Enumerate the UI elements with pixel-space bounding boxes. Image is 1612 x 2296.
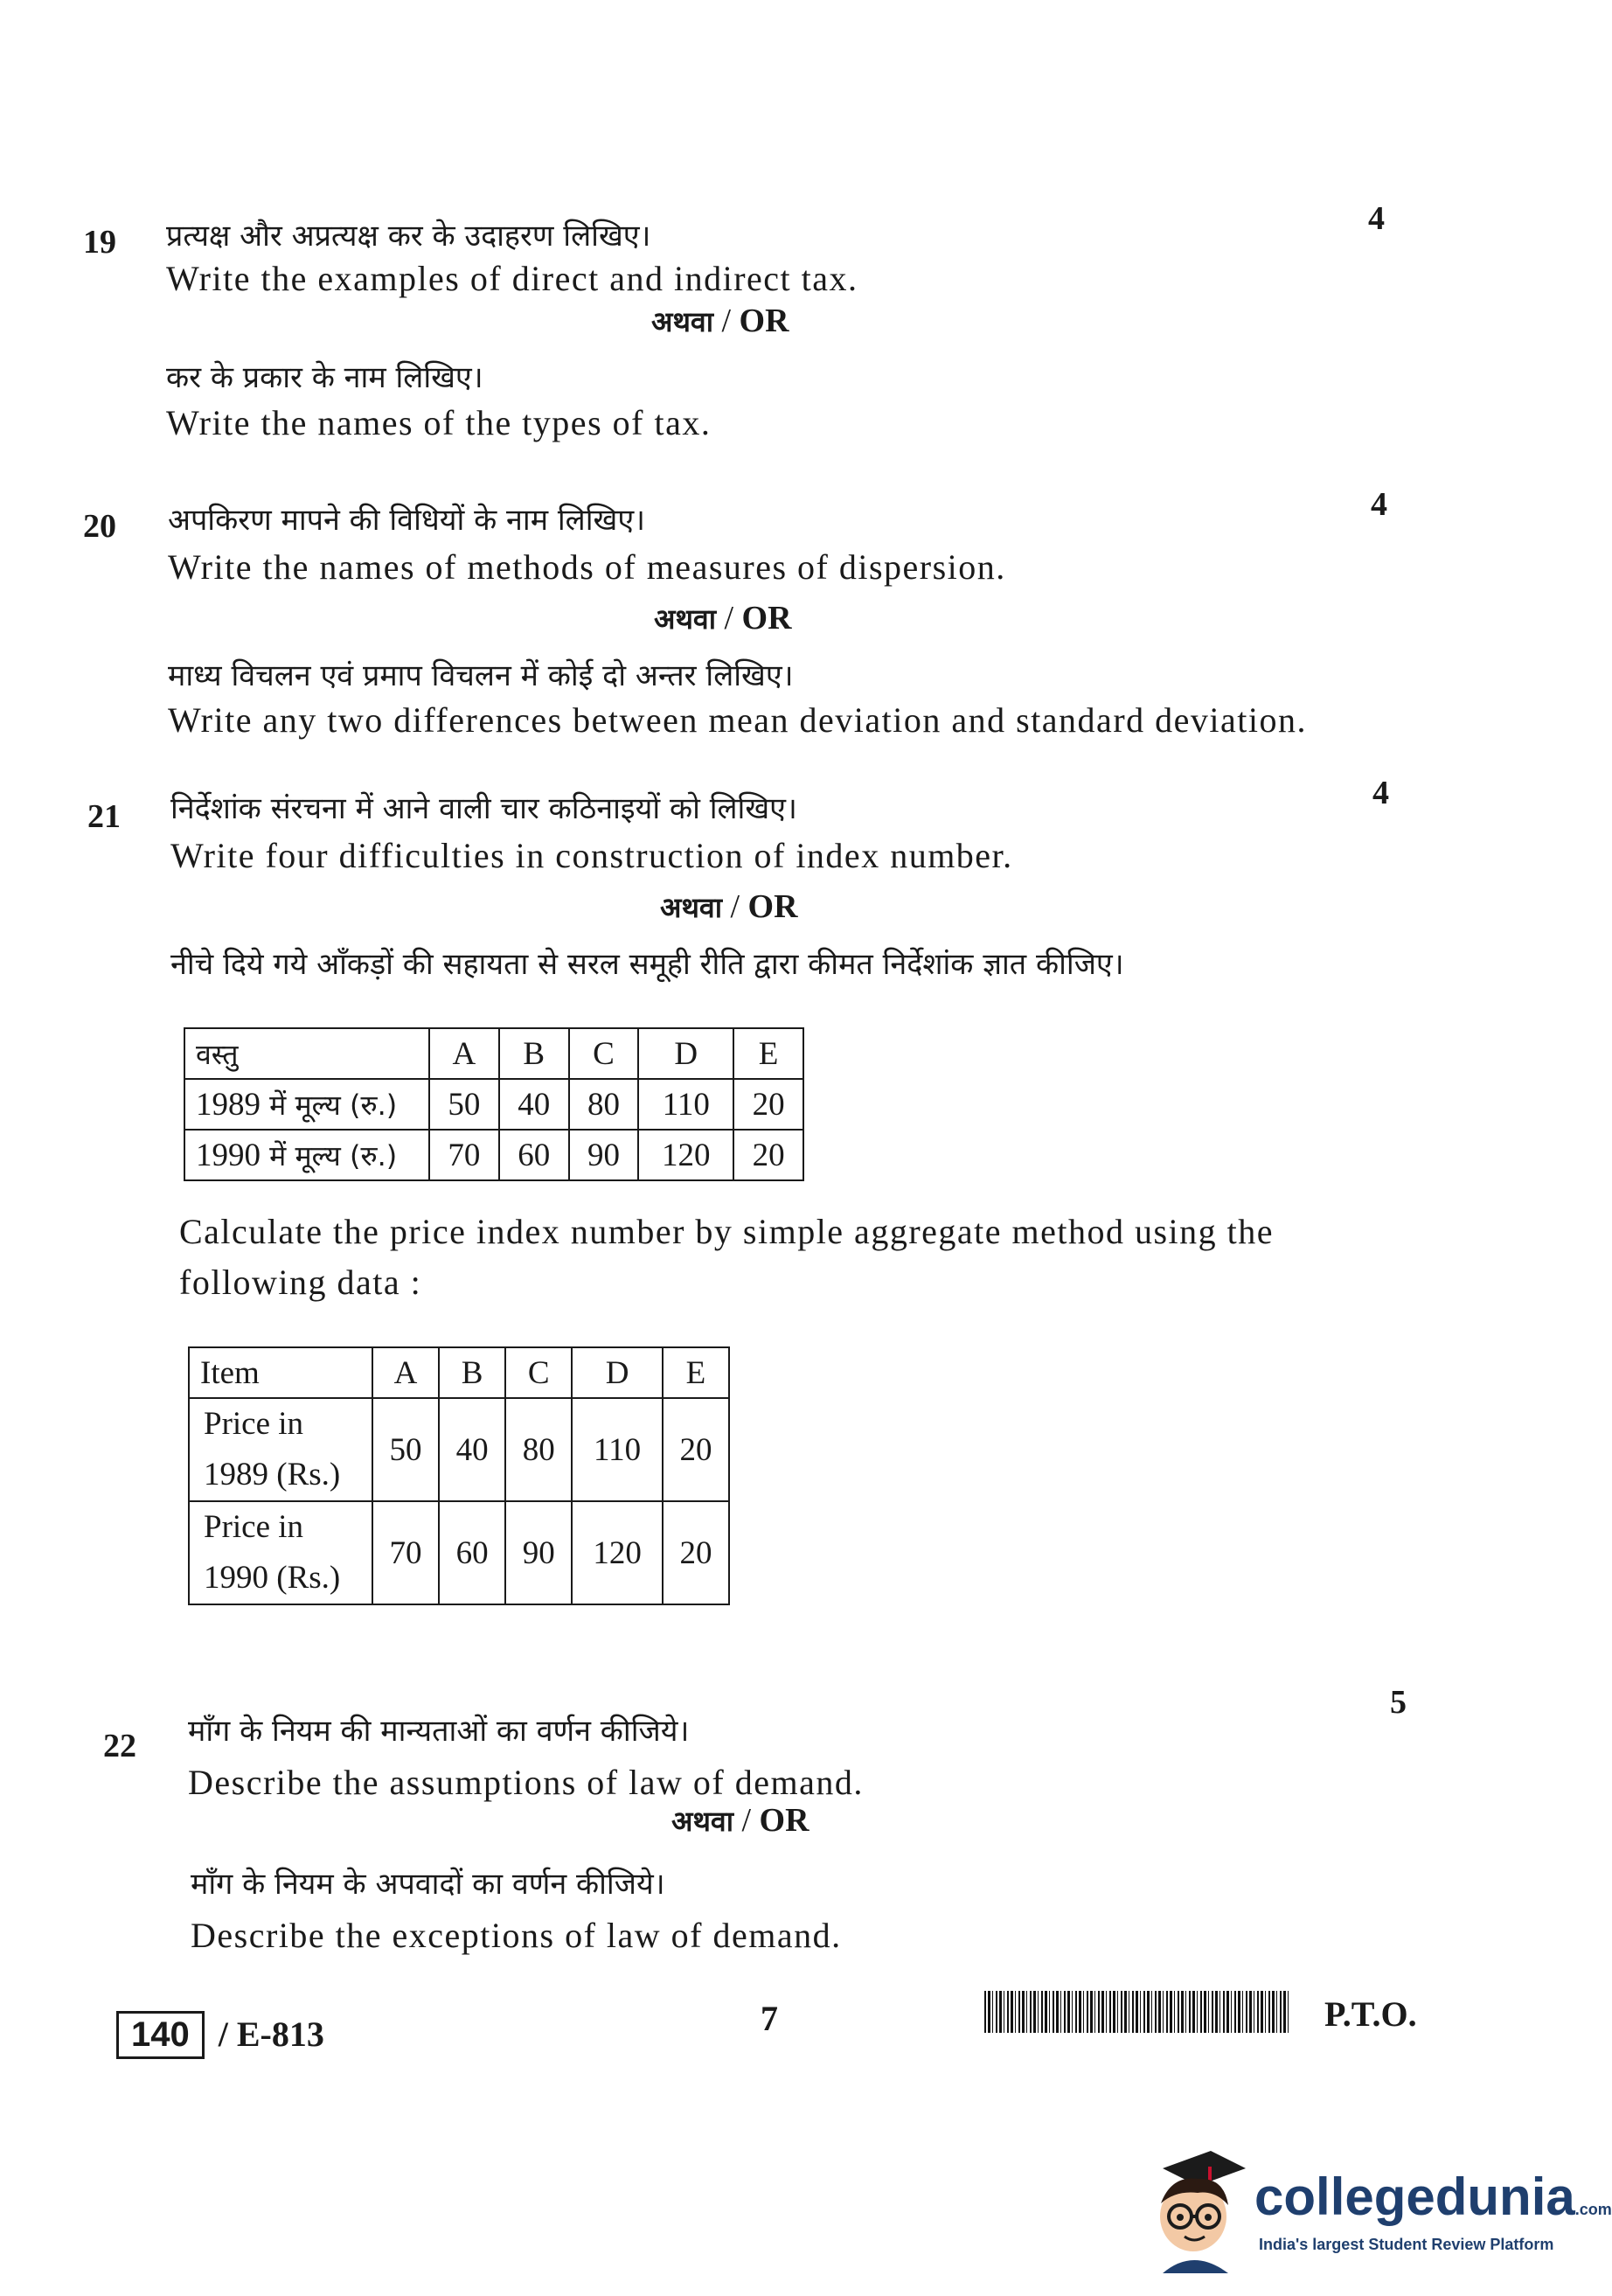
- row-label-year: 1990: [196, 1137, 261, 1173]
- question-20-hindi: अपकिरण मापने की विधियों के नाम लिखिए।: [168, 503, 646, 538]
- row-label-line2: 1989 (Rs.): [204, 1457, 341, 1492]
- table-cell: 110: [638, 1079, 733, 1130]
- brand-name: collegedunia: [1254, 2167, 1575, 2226]
- row-label-text: में मूल्य (रु.): [269, 1088, 398, 1122]
- brand-suffix: .com: [1574, 2201, 1612, 2218]
- question-20-alt-hindi: माध्य विचलन एवं प्रमाप विचलन में कोई दो अन्तर लिखिए।: [168, 658, 794, 693]
- table-header-cell: D: [572, 1347, 663, 1398]
- question-22-hindi: माँग के नियम की मान्यताओं का वर्णन कीजिये।: [188, 1714, 690, 1749]
- table-cell: 40: [439, 1398, 505, 1501]
- question-21-hindi: निर्देशांक संरचना में आने वाली चार कठिनाइयों को लिखिए।: [170, 791, 797, 826]
- question-19-marks: 4: [1368, 200, 1385, 237]
- table-header-cell: B: [439, 1347, 505, 1398]
- or-hindi: अथवा: [654, 602, 716, 636]
- table-cell: 20: [733, 1130, 803, 1180]
- table-header-cell: C: [569, 1028, 639, 1079]
- table-header-label: Item: [189, 1347, 372, 1398]
- question-19-alt-english: Write the names of the types of tax.: [166, 403, 712, 442]
- or-hindi: अथवा: [660, 891, 722, 924]
- question-19-number: 19: [83, 224, 116, 261]
- or-hindi: अथवा: [671, 1805, 733, 1838]
- or-slash: /: [741, 1802, 752, 1839]
- or-slash: /: [724, 600, 734, 637]
- question-21-number: 21: [87, 798, 121, 835]
- question-21-marks: 4: [1372, 775, 1389, 811]
- question-21-alt-english-line1: Calculate the price index number by simple aggregate method using the: [179, 1212, 1275, 1251]
- table-header-label: वस्तु: [184, 1028, 429, 1079]
- table-row: [184, 1130, 803, 1180]
- table-cell: 90: [569, 1130, 639, 1180]
- brand-logo: [1254, 2167, 1612, 2227]
- or-separator: [671, 1801, 809, 1840]
- question-20-number: 20: [83, 508, 116, 545]
- or-english: OR: [739, 303, 789, 339]
- table-row: [189, 1501, 729, 1604]
- table-row: [184, 1028, 803, 1079]
- code-box: 140: [116, 2011, 205, 2059]
- question-22-marks: 5: [1390, 1684, 1407, 1721]
- paper-code: [116, 2011, 324, 2059]
- or-english: OR: [759, 1802, 809, 1839]
- table-cell: 90: [505, 1501, 572, 1604]
- row-label-line1: Price in: [204, 1509, 304, 1545]
- pto-label: P.T.O.: [1324, 1994, 1417, 2034]
- question-20-alt-english: Write any two differences between mean deviation and standard deviation.: [168, 700, 1307, 740]
- table-cell: 70: [429, 1130, 499, 1180]
- table-cell: 20: [733, 1079, 803, 1130]
- table-header-cell: B: [499, 1028, 569, 1079]
- table-row: [189, 1347, 729, 1398]
- table-row-label: [189, 1398, 372, 1501]
- or-separator: [654, 599, 792, 637]
- table-cell: 50: [429, 1079, 499, 1130]
- or-english: OR: [747, 888, 798, 925]
- table-cell: 50: [372, 1398, 439, 1501]
- question-22-alt-english: Describe the exceptions of law of demand.: [191, 1916, 842, 1955]
- question-21-alt-english-line2: following data :: [179, 1263, 422, 1302]
- or-separator: [660, 887, 798, 926]
- table-cell: 80: [505, 1398, 572, 1501]
- price-table-english: [188, 1346, 730, 1605]
- table-header-cell: A: [372, 1347, 439, 1398]
- table-header-cell: E: [663, 1347, 729, 1398]
- table-cell: 60: [439, 1501, 505, 1604]
- question-21-alt-hindi: नीचे दिये गये आँकड़ों की सहायता से सरल समूही रीति द्वारा कीमत निर्देशांक ज्ञात कीजिए।: [170, 947, 1124, 982]
- table-row: [189, 1398, 729, 1501]
- brand-tagline: India's largest Student Review Platform: [1259, 2236, 1554, 2253]
- table-row-label: [184, 1130, 429, 1180]
- table-cell: 110: [572, 1398, 663, 1501]
- question-22-english: Describe the assumptions of law of demand.: [188, 1763, 864, 1802]
- code-separator: /: [218, 2014, 228, 2054]
- question-20-marks: 4: [1371, 486, 1387, 523]
- question-19-english: Write the examples of direct and indirect tax.: [166, 259, 858, 298]
- table-header-cell: C: [505, 1347, 572, 1398]
- price-table-hindi: [184, 1027, 804, 1181]
- or-slash: /: [721, 303, 732, 339]
- question-19-alt-hindi: कर के प्रकार के नाम लिखिए।: [166, 360, 483, 395]
- table-cell: 60: [499, 1130, 569, 1180]
- or-separator: [651, 302, 789, 340]
- table-row-label: [184, 1079, 429, 1130]
- table-cell: 120: [572, 1501, 663, 1604]
- or-slash: /: [730, 888, 740, 925]
- row-label-year: 1989: [196, 1086, 261, 1123]
- row-label-line2: 1990 (Rs.): [204, 1560, 341, 1596]
- row-label-text: में मूल्य (रु.): [269, 1138, 398, 1172]
- table-cell: 40: [499, 1079, 569, 1130]
- question-22-number: 22: [103, 1728, 136, 1764]
- table-cell: 70: [372, 1501, 439, 1604]
- paper-number: E-813: [236, 2014, 324, 2054]
- question-22-alt-hindi: माँग के नियम के अपवादों का वर्णन कीजिये।: [191, 1867, 665, 1902]
- table-row-label: [189, 1501, 372, 1604]
- page-number: 7: [761, 1999, 778, 2038]
- table-cell: 120: [638, 1130, 733, 1180]
- table-cell: 20: [663, 1501, 729, 1604]
- or-hindi: अथवा: [651, 305, 713, 338]
- row-label-line1: Price in: [204, 1406, 304, 1442]
- table-cell: 80: [569, 1079, 639, 1130]
- or-english: OR: [741, 600, 792, 637]
- table-cell: 20: [663, 1398, 729, 1501]
- table-header-cell: E: [733, 1028, 803, 1079]
- question-20-english: Write the names of methods of measures of dispersion.: [168, 547, 1006, 587]
- table-header-cell: A: [429, 1028, 499, 1079]
- barcode: [984, 1991, 1290, 2033]
- question-19-hindi: प्रत्यक्ष और अप्रत्यक्ष कर के उदाहरण लिखिए।: [166, 219, 651, 254]
- mascot-icon: [1145, 2142, 1250, 2273]
- table-header-cell: D: [638, 1028, 733, 1079]
- table-row: [184, 1079, 803, 1130]
- question-21-english: Write four difficulties in construction of index number.: [170, 836, 1013, 875]
